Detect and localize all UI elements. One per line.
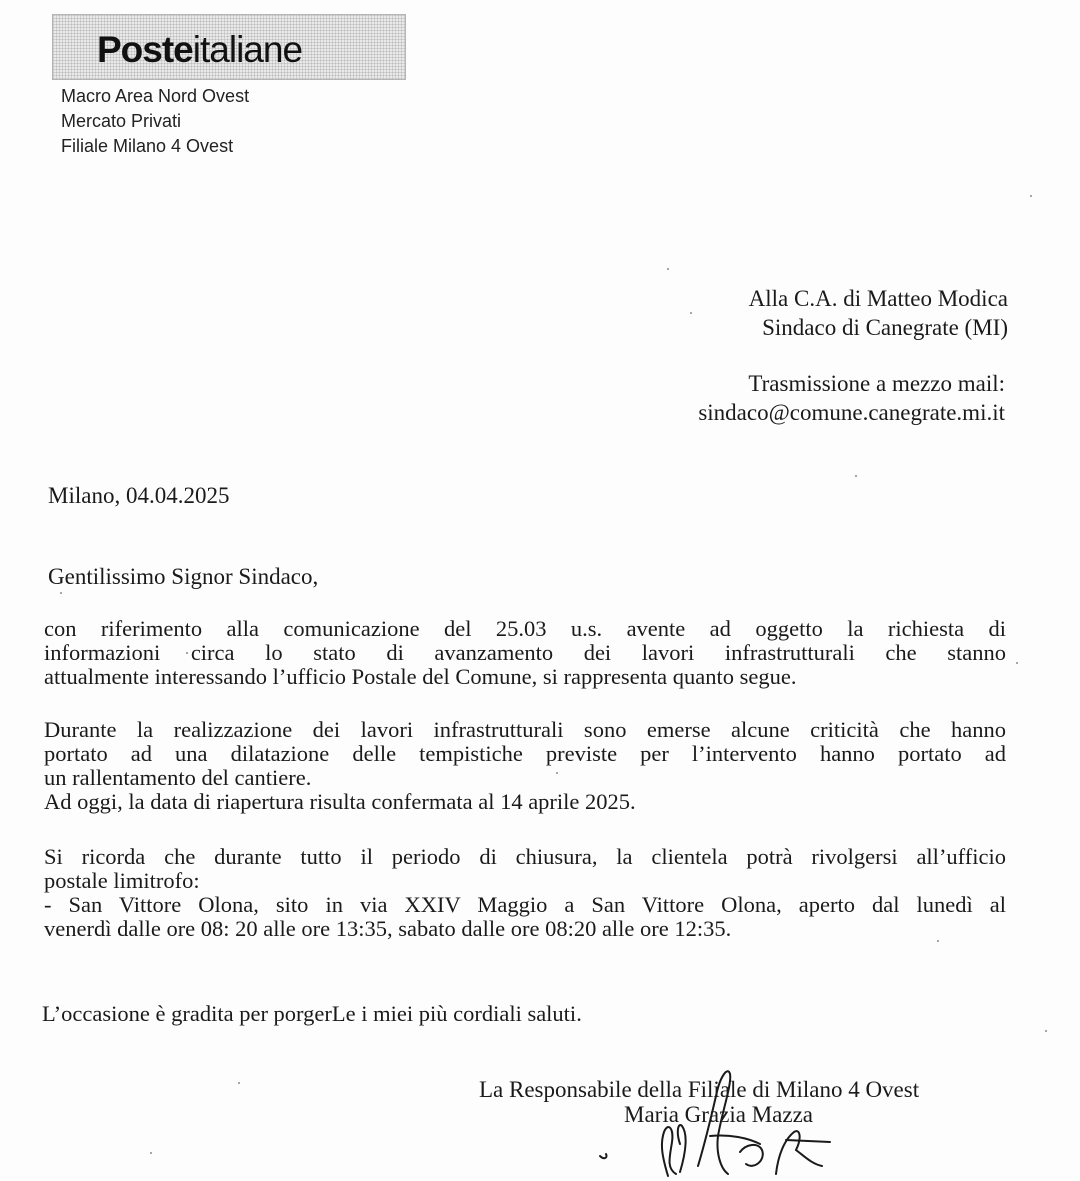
paragraph-line: portato ad una dilatazione delle tempistiche previste per l’intervento hanno portato ad — [44, 741, 1006, 766]
logo-text-poste: Poste — [97, 29, 193, 70]
salutation: Gentilissimo Signor Sindaco, — [48, 564, 319, 589]
scan-speck — [238, 1082, 240, 1084]
paragraph-alternative-office — [44, 845, 1006, 941]
recipient-block — [749, 284, 1008, 342]
scan-speck — [1030, 195, 1032, 197]
handwritten-signature — [590, 1056, 850, 1181]
recipient-attention: Alla C.A. di Matteo Modica — [748, 286, 1008, 311]
scan-speck — [855, 475, 857, 477]
paragraph-delays — [44, 718, 1006, 814]
scan-speck — [60, 592, 62, 594]
paragraph-line: informazioni circa lo stato di avanzamento dei lavori infrastrutturali che stanno — [44, 640, 1006, 665]
sender-area: Macro Area Nord Ovest — [61, 86, 250, 106]
sender-block — [61, 84, 249, 159]
closing-greeting: L’occasione è gradita per porgerLe i miei più cordiali saluti. — [42, 1001, 582, 1026]
sender-market: Mercato Privati — [61, 111, 182, 131]
paragraph-line: Si ricorda che durante tutto il periodo di chiusura, la clientela potrà rivolgersi all’ufficio — [44, 844, 1006, 869]
office-address-line: - San Vittore Olona, sito in via XXIV Maggio a San Vittore Olona, aperto dal lunedì al — [44, 892, 1006, 917]
paragraph-line: postale limitrofo: — [44, 868, 200, 893]
sender-branch: Filiale Milano 4 Ovest — [61, 136, 234, 156]
transmission-block — [698, 369, 1005, 427]
signatory-role: La Responsabile della Filiale di Milano 4 Ovest — [479, 1077, 920, 1102]
office-hours-line: venerdì dalle ore 08: 20 alle ore 13:35, sabato dalle ore 08:20 alle ore 12:35. — [44, 916, 732, 941]
poste-italiane-logo — [52, 14, 406, 80]
logo-text-italiane: italiane — [192, 29, 303, 70]
transmission-email: sindaco@comune.canegrate.mi.it — [698, 400, 1005, 425]
paragraph-reference — [44, 617, 1006, 689]
scan-speck — [1016, 662, 1018, 664]
recipient-title: Sindaco di Canegrate (MI) — [762, 315, 1008, 340]
scan-speck — [150, 1152, 152, 1154]
paragraph-line: attualmente interessando l’ufficio Postale del Comune, si rappresenta quanto segue. — [44, 664, 797, 689]
scan-speck — [1045, 1030, 1047, 1032]
logo-wordmark — [97, 31, 302, 68]
paragraph-line: Durante la realizzazione dei lavori infrastrutturali sono emerse alcune criticità che hanno — [44, 717, 1006, 742]
letter-date: Milano, 04.04.2025 — [48, 483, 230, 508]
paragraph-line: un rallentamento del cantiere. — [44, 765, 312, 790]
reopening-date-line: Ad oggi, la data di riapertura risulta confermata al 14 aprile 2025. — [44, 789, 636, 814]
scan-speck — [690, 312, 692, 314]
scan-speck — [667, 268, 669, 270]
signatory-name: Maria Grazia Mazza — [624, 1102, 813, 1127]
paragraph-line: con riferimento alla comunicazione del 25.03 u.s. avente ad oggetto la richiesta di — [44, 616, 1006, 641]
transmission-label: Trasmissione a mezzo mail: — [748, 371, 1005, 396]
